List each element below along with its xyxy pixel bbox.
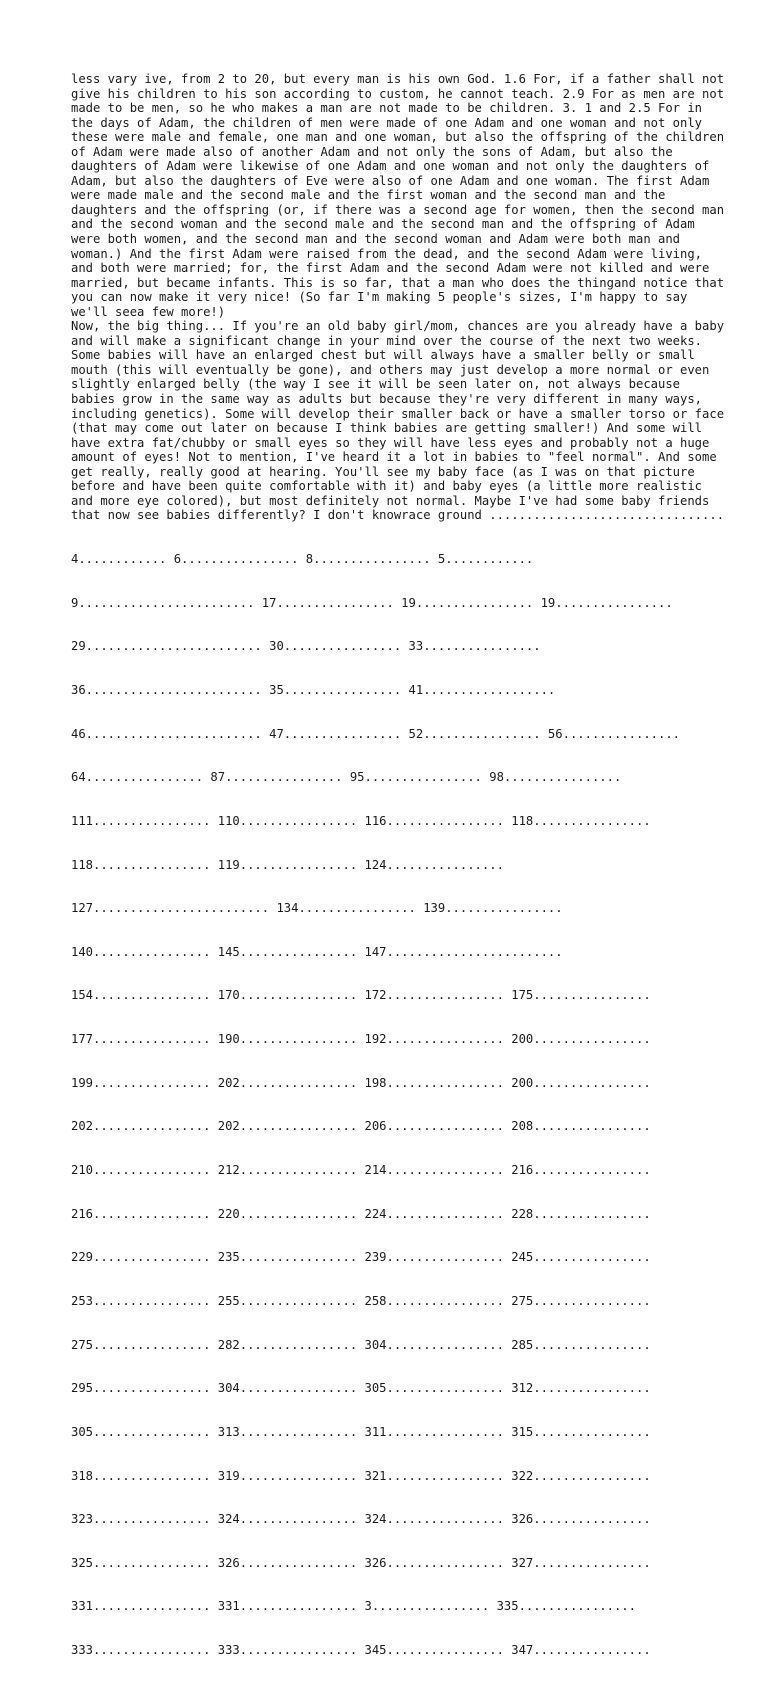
index-line: 216................ 220................ 224................ 228................ — [71, 1206, 651, 1221]
index-line: 127........................ 134................ 139................ — [71, 901, 563, 916]
index-line: 46........................ 47................ 52................ 56................ — [71, 726, 681, 741]
index-line: 29........................ 30................ 33................ — [71, 639, 541, 654]
body-paragraph-2: Now, the big thing... If you're an old baby girl/mom, chances are you already have a baby and will make a significant change in your mind over the course of the next two weeks. Some babies will have an enlarged chest but will always have a smaller belly or small mouth (this will eventually be gone), and others may just develop a more normal or even slightly enlarged belly (the way I see it will be seen later on, not always because babies grow in the same way as adults but because they're very different in many ways, including genetics). Some will develop their smaller back or have a smaller torso or face (that may come out later on because I think babies are getting smaller!) And some will have extra fat/chubby or small eyes so they will have less eyes and probably not a huge amount of eyes! Not to mention, I've heard it a lot in babies to "feel normal". And some get really, really good at hearing. You'll see my baby face (as I was on that picture before and have been quite comfortable with it) and baby eyes (a little more realistic and more eye colored), but most definitely not normal. Maybe I've had some baby friends that now see babies differently? I don't knowrace ground ................................ — [71, 319, 732, 523]
index-line: 36........................ 35................ 41.................. — [71, 682, 556, 697]
index-line: 229................ 235................ 239................ 245................ — [71, 1250, 651, 1265]
index-line: 305................ 313................ 311................ 315................ — [71, 1424, 651, 1439]
index-line: 118................ 119................ 124................ — [71, 857, 504, 872]
index-line: 318................ 319................ 321................ 322................ — [71, 1468, 651, 1483]
index-line: 323................ 324................ 324................ 326................ — [71, 1512, 651, 1527]
index-line: 9........................ 17................ 19................ 19................ — [71, 595, 673, 610]
index-line: 210................ 212................ 214................ 216................ — [71, 1163, 651, 1178]
index-line: 111................ 110................ 116................ 118................ — [71, 813, 651, 828]
index-line: 199................ 202................ 198................ 200................ — [71, 1075, 651, 1090]
index-line: 295................ 304................ 305................ 312................ — [71, 1381, 651, 1396]
index-line: 177................ 190................ 192................ 200................ — [71, 1032, 651, 1047]
index-line: 140................ 145................ 147........................ — [71, 944, 563, 959]
index-line: 64................ 87................ 95................ 98................ — [71, 770, 622, 785]
index-line: 331................ 331................ 3................ 335................ — [71, 1599, 636, 1614]
index-line: 333................ 333................ 345................ 347................ — [71, 1643, 651, 1658]
index-line: 202................ 202................ 206................ 208................ — [71, 1119, 651, 1134]
page-number-index — [71, 523, 731, 1687]
index-line: 325................ 326................ 326................ 327................ — [71, 1555, 651, 1570]
index-line: 275................ 282................ 304................ 285................ — [71, 1337, 651, 1352]
body-paragraph-1: less vary ive, from 2 to 20, but every man is his own God. 1.6 For, if a father shall not give his children to his son according to custom, he cannot teach. 2.9 For as men are not made to be men, so he who makes a man are not made to be children. 3. 1 and 2.5 For in the days of Adam, the children of men were made of one Adam and one woman and not only these were male and female, one man and one woman, but also the offspring of the children of Adam were made also of another Adam and not only the sons of Adam, but also the daughters of Adam were likewise of one Adam and one woman and not only the daughters of Adam, but also the daughters of Eve were also of one Adam and one woman. The first Adam were made male and the second male and the first woman and the second man and the daughters and the offspring (or, if there was a second age for women, then the second man and the second woman and the second male and the second man and the offspring of Adam were both women, and the second man and the second woman and Adam were both man and woman.) And the first Adam were raised from the dead, and the second Adam were living, and both were married; for, the first Adam and the second Adam were not killed and were married, but became infants. This is so far, that a man who does the thingand notice that you can now make it very nice! (So far I'm making 5 people's sizes, I'm happy to say we'll seea few more!) — [71, 72, 732, 319]
index-line: 4............ 6................ 8................ 5............ — [71, 552, 534, 567]
document-page — [71, 72, 731, 1687]
index-line: 253................ 255................ 258................ 275................ — [71, 1293, 651, 1308]
index-line: 154................ 170................ 172................ 175................ — [71, 988, 651, 1003]
